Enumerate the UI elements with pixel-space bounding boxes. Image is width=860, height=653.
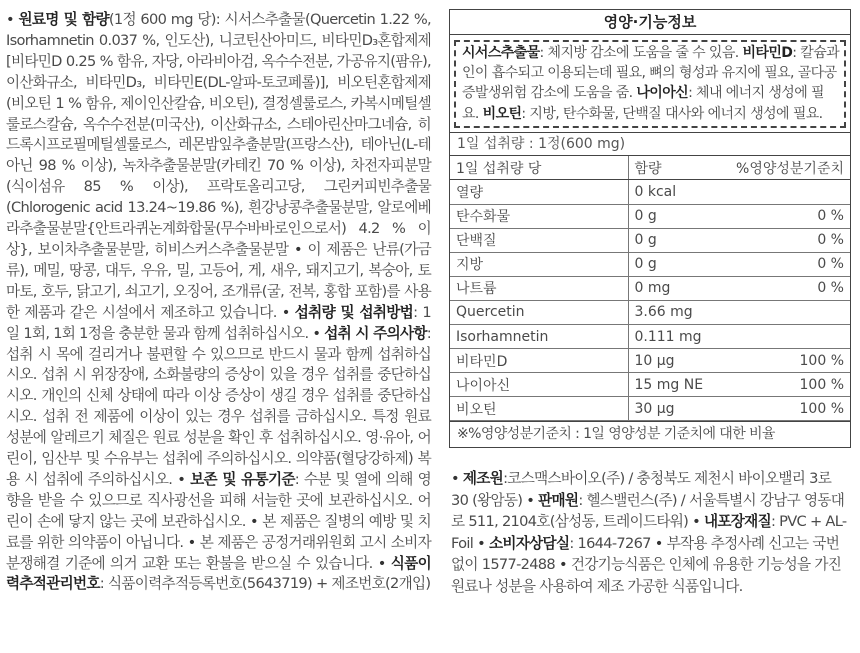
dv-footnote: ※%영양성분기준치 : 1일 영양성분 기준치에 대한 비율 xyxy=(450,421,850,447)
table-header-row xyxy=(450,156,850,180)
disclaimer-text: 본 제품은 질병의 예방 및 치료를 위한 의약품이 아닙니다. xyxy=(6,512,431,551)
nutrient-dv xyxy=(709,180,850,204)
nutrient-dv: 0 % xyxy=(709,252,850,276)
table-row xyxy=(450,252,850,276)
table-row xyxy=(450,349,850,373)
bullet-icon: • xyxy=(558,556,567,574)
bullet-icon: • xyxy=(692,513,701,531)
intake-heading: 섭취량 및 섭취방법 xyxy=(294,303,414,321)
nutrient-name: 지방 xyxy=(450,252,628,276)
nutrient-amount: 10 μg xyxy=(628,349,709,373)
seller-text: : 헬스밸런스(주) / 서울특별시 강남구 영동대로 511, 2104호(삼성동, 트레이드타워) xyxy=(451,491,845,531)
intake-text: : 1일 1회, 1회 1정을 충분한 물과 함께 섭취하십시오. xyxy=(6,303,431,342)
packaging-text: : PVC + AL-Foil xyxy=(451,513,847,552)
table-row xyxy=(450,204,850,228)
allergy-text: 이 제품은 난류(가금류), 메밀, 땅콩, 대두, 우유, 밀, 고등어, 게, 새우, 돼지고기, 복숭아, 토마토, 호두, 닭고기, 쇠고기, 오징어, 조개류(굴, 전복, 홍합 포함)를 사용한 제품과 같은 시설에서 제조하고 있습니다. xyxy=(6,240,431,321)
nutrient-amount: 15 mg NE xyxy=(628,373,709,397)
bullet-icon: • xyxy=(177,470,186,488)
bullet-icon: • xyxy=(293,240,302,258)
storage-text: : 수분 및 열에 의해 영향을 받을 수 있으므로 직사광선을 피해 서늘한 곳에 보관하십시오. 어린이 손에 닿지 않는 곳에 보관하십시오. xyxy=(6,470,432,530)
packaging-heading: 내포장재질 xyxy=(703,513,771,531)
bullet-icon: • xyxy=(187,533,196,551)
table-row xyxy=(450,180,850,204)
refund-text: 본 제품은 공정거래위원회 고시 소비자분쟁해결 기준에 의거 교환 또는 환불을 받으실 수 있습니다. xyxy=(6,533,431,572)
seller-heading: 판매원 xyxy=(538,491,579,509)
consumer-text: : 1644-7267 xyxy=(569,534,651,552)
trace-heading: 식품이력추적관리번호 xyxy=(6,554,431,593)
nutrient-name: Isorhamnetin xyxy=(450,324,628,348)
nutrient-name: 단백질 xyxy=(450,228,628,252)
bullet-icon: • xyxy=(654,534,663,552)
claim-name: 시서스추출물 xyxy=(462,45,540,61)
company-info xyxy=(451,468,851,598)
nutrient-dv xyxy=(709,324,850,348)
panel-title: 영양·기능정보 xyxy=(450,10,850,35)
claim-name: 비오틴 xyxy=(482,105,522,122)
table-row xyxy=(450,276,850,300)
column-header: 1일 섭취량 당 xyxy=(450,156,628,180)
nutrient-dv: 0 % xyxy=(709,204,850,228)
health-food-text: 건강기능식품은 인체에 유용한 기능성을 가진 원료나 성분을 사용하여 제조 가공한 식품입니다. xyxy=(451,556,842,595)
nutrient-dv: 100 % xyxy=(709,349,850,373)
serving-size: 1일 섭취량 : 1정(600 mg) xyxy=(450,132,850,156)
table-row xyxy=(450,300,850,324)
claim-text: : 칼슘과 인이 흡수되고 이용되는데 필요, 뼈의 형성과 유지에 필요, 골다공증발생위험 감소에 도움을 줌. xyxy=(462,45,840,102)
claim-name: 비타민D xyxy=(742,45,793,61)
ingredients-text: (1정 600 mg 당): 시서스추출물(Quercetin 1.22 %, Isorhamnetin 0.037 %, 인도산), 니코틴산아미드, 비타민D₃혼합제제[비타민D 0.25 % 함유, 자당, 아라비아검, 옥수수전분, 가공유지(팜유), 이산화규소, 비타민D₃, 비타민E(DL-알파-토코페롤)], 비오틴혼합제제(비오틴 1 % 함유, 제이인산칼슘, 비오틴), 결정셀룰로스, 카복시메틸셀룰로스칼슘, 옥수수전분(미국산), 이산화규소, 스테아린산마그네슘, 히드록시프로필메틸셀룰로스, 레몬밤잎추출분말(프랑스산), 테아닌(L-테아닌 98 % 이상), 녹차추출물분말(카테킨 70 % 이상), 차전자피분말(식이섬유 85 % 이상), 프락토올리고당, 그린커피빈추출물(Chlorogenic acid 13.24~19.86 %), 흰강낭콩추출물분말, 알로에베라추출물분말{안트라퀴논계화합물(무수바바로인으로서) 4.2 % 이상}, 보이차추출물분말, 히비스커스추출물분말 xyxy=(6,11,431,258)
nutrient-name: 비오틴 xyxy=(450,397,628,421)
caution-text: : 섭취 시 목에 걸리거나 불편할 수 있으므로 반드시 물과 함께 섭취하십시오. 섭취 시 위장장애, 소화불량의 증상이 있을 경우 섭취를 중단하십시오. 개인의 신체 상태에 따라 이상 증상이 생길 경우 섭취를 중단하십시오. 섭취 전 제품에 이상이 있는 경우 섭취를 금하십시오. 특정 원료 성분에 알레르기 체질은 원료 성분을 확인 후 섭취하십시오. 영·유아, 어린이, 임산부 및 수유부는 섭취에 주의하십시오. 의약품(혈당강하제) 복용 시 섭취에 주의하십시오. xyxy=(6,324,431,488)
bullet-icon: • xyxy=(312,324,321,342)
bullet-icon: • xyxy=(281,303,290,321)
maker-heading: 제조원 xyxy=(462,470,504,487)
nutrition-table xyxy=(450,156,850,422)
nutrient-name: 열량 xyxy=(450,180,628,204)
nutrient-amount: 0 g xyxy=(628,204,709,228)
claim-name: 나이아신 xyxy=(636,85,689,102)
table-row xyxy=(450,373,850,397)
trace-text: : 식품이력추적등록번호(5643719) + 제조번호(2개입) xyxy=(99,575,431,593)
column-header: 함량 xyxy=(628,156,709,180)
nutrient-amount: 0 g xyxy=(628,252,709,276)
nutrient-name: 비타민D xyxy=(450,349,628,373)
consumer-heading: 소비자상담실 xyxy=(488,534,570,552)
claim-text: : 체내 에너지 생성에 필요. xyxy=(462,85,824,122)
nutrient-amount: 0 mg xyxy=(628,276,709,300)
nutrient-dv: 0 % xyxy=(709,276,850,300)
nutrient-amount: 0.111 mg xyxy=(628,324,709,348)
table-row xyxy=(450,324,850,348)
ingredients-heading: 원료명 및 함량 xyxy=(18,11,109,28)
claim-text: : 체지방 감소에 도움을 줄 수 있음. xyxy=(539,45,739,61)
nutrient-name: 나이아신 xyxy=(450,373,628,397)
bullet-icon: • xyxy=(6,11,14,28)
bullet-icon: • xyxy=(477,534,485,552)
bullet-icon: • xyxy=(526,491,535,509)
nutrient-amount: 3.66 mg xyxy=(628,300,709,324)
nutrient-name: 나트륨 xyxy=(450,276,628,300)
table-row xyxy=(450,228,850,252)
nutrient-amount: 30 μg xyxy=(628,397,709,421)
bullet-icon: • xyxy=(451,470,459,487)
nutrient-dv: 0 % xyxy=(709,228,850,252)
nutrient-dv: 100 % xyxy=(709,373,850,397)
table-row xyxy=(450,397,850,421)
column-header: %영양성분기준치 xyxy=(709,156,850,180)
nutrient-name: Quercetin xyxy=(450,300,628,324)
bullet-icon: • xyxy=(249,512,258,530)
caution-heading: 섭취 시 주의사항 xyxy=(324,324,427,342)
left-info-column xyxy=(6,10,431,595)
bullet-icon: • xyxy=(377,554,386,572)
maker-text: :코스맥스바이오(주) / 충청북도 제천시 바이오밸리 3로 30 (왕암동) xyxy=(451,470,832,509)
report-text: 부작용 추정사례 신고는 국번없이 1577-2488 xyxy=(451,534,840,574)
storage-heading: 보존 및 유통기준 xyxy=(190,470,295,488)
nutrient-amount: 0 g xyxy=(628,228,709,252)
nutrient-amount: 0 kcal xyxy=(628,180,709,204)
nutrient-dv: 100 % xyxy=(709,397,850,421)
claim-text: : 지방, 탄수화물, 단백질 대사와 에너지 생성에 필요. xyxy=(521,105,823,122)
function-claims-box xyxy=(454,40,846,128)
nutrient-name: 탄수화물 xyxy=(450,204,628,228)
nutrient-dv xyxy=(709,300,850,324)
nutrition-function-panel xyxy=(449,9,851,448)
